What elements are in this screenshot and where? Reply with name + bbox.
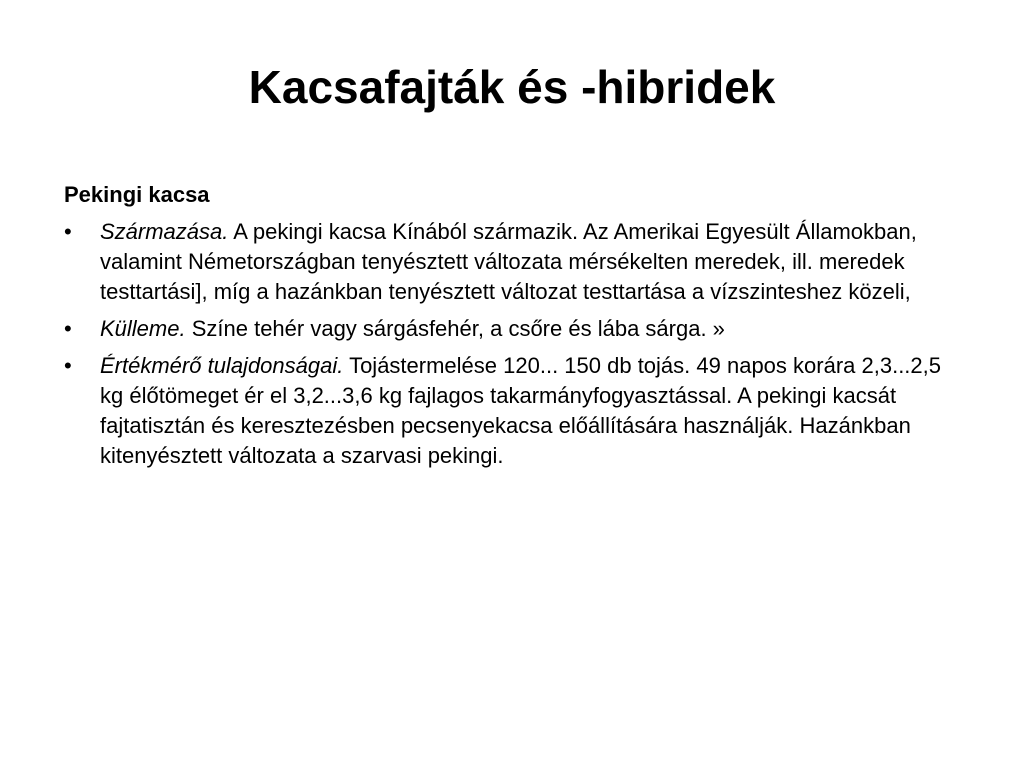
list-item-appearance (64, 314, 964, 344)
bullet-list (64, 217, 964, 471)
list-item-traits (64, 351, 964, 471)
bullet-icon: • (64, 353, 72, 378)
item-text: Színe tehér vagy sárgásfehér, a csőre és lába sárga. » (185, 316, 725, 341)
bullet-icon: • (64, 219, 72, 244)
slide-content (64, 180, 964, 478)
item-text: Tojástermelése 120... 150 db tojás. 49 napos korára 2,3...2,5 kg élőtömeget ér el 3,2...3,6 kg fajlagos takarmányfogyasztással. A pekingi kacsát fajtatisztán és keresztezésben pecsenyekacsa előállítására használják. Hazánkban kitenyésztett változata a szarvasi pekingi. (100, 353, 942, 468)
item-lead: Külleme. (100, 316, 186, 341)
bullet-icon: • (64, 316, 72, 341)
item-lead: Származása. (100, 219, 229, 244)
slide-title: Kacsafajták és -hibridek (248, 61, 776, 113)
item-lead: Értékmérő tulajdonságai. (100, 353, 344, 378)
subheading: Pekingi kacsa (64, 182, 210, 207)
list-item-origin (64, 217, 964, 307)
item-text: A pekingi kacsa Kínából származik. Az Amerikai Egyesült Államokban, valamint Németországban tenyésztett változata mérsékelten meredek, ill. meredek testtartási], míg a hazánkban tenyésztett változat testtartása a vízszinteshez közeli, (100, 219, 917, 304)
